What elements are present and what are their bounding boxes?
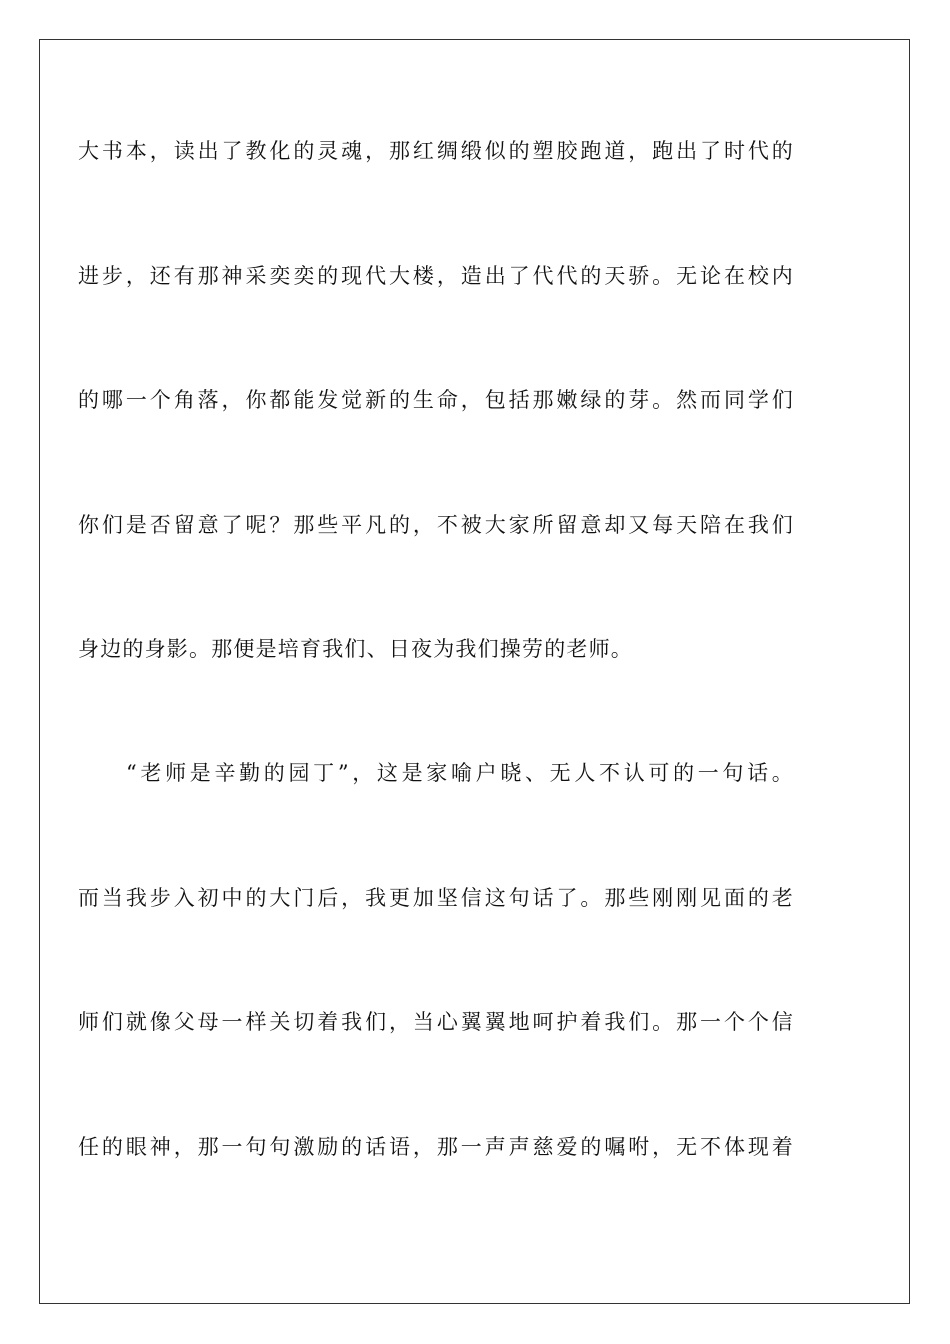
page-border [39,39,910,1304]
text-line: 大书本，读出了教化的灵魂，那红绸缎似的塑胶跑道，跑出了时代的 [78,139,794,163]
text-line: 任的眼神，那一句句激励的话语，那一声声慈爱的嘱咐，无不体现着 [78,1135,794,1159]
text-line: 身边的身影。那便是培育我们、日夜为我们操劳的老师。 [78,637,633,661]
text-line: 进步，还有那神采奕奕的现代大楼，造出了代代的天骄。无论在校内 [78,264,794,288]
text-line: 而当我步入初中的大门后，我更加坚信这句话了。那些刚刚见面的老 [78,886,794,910]
text-line: 师们就像父母一样关切着我们，当心翼翼地呵护着我们。那一个个信 [78,1010,794,1034]
text-line: 的哪一个角落，你都能发觉新的生命，包括那嫩绿的芽。然而同学们 [78,388,794,412]
paragraph-first-line: “老师是辛勤的园丁”，这是家喻户晓、无人不认可的一句话。 [126,761,794,785]
text-line: 你们是否留意了呢？那些平凡的，不被大家所留意却又每天陪在我们 [78,513,794,537]
